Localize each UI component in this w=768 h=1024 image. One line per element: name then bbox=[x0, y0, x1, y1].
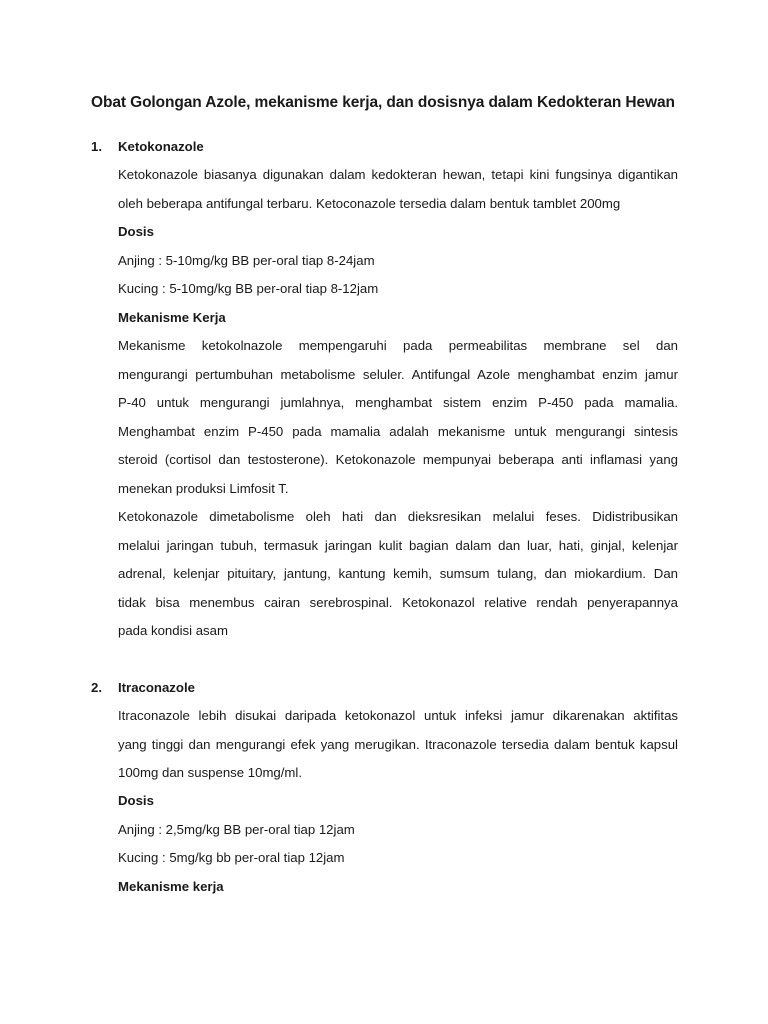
paragraph-line: 100mg dan suspense 10mg/ml. bbox=[118, 765, 303, 780]
paragraph-line: menekan produksi Limfosit T. bbox=[118, 481, 289, 496]
section-heading: Itraconazole bbox=[118, 680, 195, 695]
dose-heading: Dosis bbox=[118, 793, 154, 808]
paragraph-line: yang tinggi dan mengurangi efek yang merugikan. Itraconazole tersedia dalam bentuk kapsul bbox=[118, 737, 678, 752]
section-heading: Ketokonazole bbox=[118, 139, 204, 154]
paragraph-line: Itraconazole lebih disukai daripada ketokonazol untuk infeksi jamur dikarenakan aktifitas bbox=[118, 708, 678, 723]
paragraph-line: mengurangi pertumbuhan metabolisme seluler. Antifungal Azole menghambat enzim jamur bbox=[118, 367, 678, 382]
paragraph-line: pada kondisi asam bbox=[118, 623, 228, 638]
paragraph-line: tidak bisa menembus cairan serebrospinal. Ketokonazol relative rendah penyerapannya bbox=[118, 595, 678, 610]
section-number: 2. bbox=[91, 680, 102, 695]
paragraph-line: adrenal, kelenjar pituitary, jantung, kantung kemih, sumsum tulang, dan miokardium. Dan bbox=[118, 566, 678, 581]
paragraph-line: steroid (cortisol dan testosterone). Ketokonazole mempunyai beberapa anti inflamasi yang bbox=[118, 452, 678, 467]
dose-dog: Anjing : 2,5mg/kg BB per-oral tiap 12jam bbox=[118, 822, 355, 837]
dose-cat: Kucing : 5-10mg/kg BB per-oral tiap 8-12jam bbox=[118, 281, 379, 296]
dose-cat: Kucing : 5mg/kg bb per-oral tiap 12jam bbox=[118, 850, 345, 865]
paragraph-line: Menghambat enzim P-450 pada mamalia adalah mekanisme untuk mengurangi sintesis bbox=[118, 424, 678, 439]
mechanism-heading: Mekanisme kerja bbox=[118, 879, 224, 894]
paragraph-line: Ketokonazole biasanya digunakan dalam kedokteran hewan, tetapi kini fungsinya digantikan bbox=[118, 167, 678, 182]
paragraph-line: melalui jaringan tubuh, termasuk jaringan kulit bagian dalam dan luar, hati, ginjal, kelenjar bbox=[118, 538, 678, 553]
mechanism-heading: Mekanisme Kerja bbox=[118, 310, 226, 325]
document-title: Obat Golongan Azole, mekanisme kerja, dan dosisnya dalam Kedokteran Hewan bbox=[91, 94, 675, 111]
paragraph-line: P-40 untuk mengurangi jumlahnya, menghambat sistem enzim P-450 pada mamalia. bbox=[118, 395, 678, 410]
paragraph-line: oleh beberapa antifungal terbaru. Ketoconazole tersedia dalam bentuk tamblet 200mg bbox=[118, 196, 621, 211]
dose-dog: Anjing : 5-10mg/kg BB per-oral tiap 8-24jam bbox=[118, 253, 375, 268]
section-number: 1. bbox=[91, 139, 102, 154]
dose-heading: Dosis bbox=[118, 224, 154, 239]
paragraph-line: Ketokonazole dimetabolisme oleh hati dan dieksresikan melalui feses. Didistribusikan bbox=[118, 509, 678, 524]
paragraph-line: Mekanisme ketokolnazole mempengaruhi pada permeabilitas membrane sel dan bbox=[118, 338, 678, 353]
